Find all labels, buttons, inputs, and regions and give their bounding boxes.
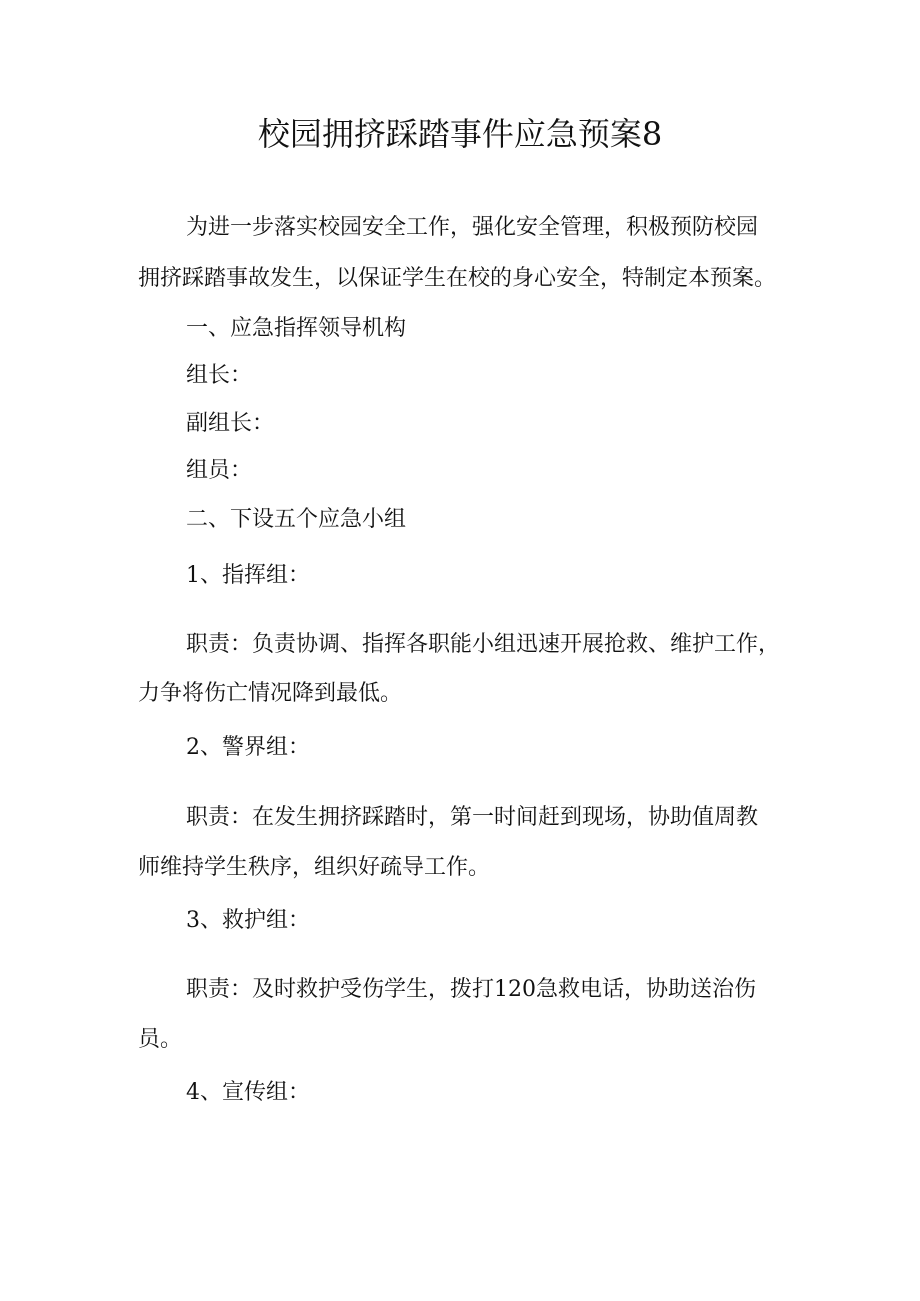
group-4-heading: 4、宣传组： (186, 1080, 310, 1105)
group-3-duty-line-1: 职责：及时救护受伤学生，拨打120急救电话，协助送治伤 (186, 977, 756, 1002)
document-title: 校园拥挤踩踏事件应急预案8 (257, 115, 663, 153)
leader-label: 组长： (186, 363, 253, 388)
section-heading-2: 二、下设五个应急小组 (186, 507, 407, 532)
intro-paragraph-line-2: 拥挤踩踏事故发生，以保证学生在校的身心安全，特制定本预案。 (138, 266, 777, 291)
group-1-duty-line-2: 力争将伤亡情况降到最低。 (138, 681, 403, 706)
intro-paragraph-line-1: 为进一步落实校园安全工作，强化安全管理，积极预防校园 (186, 215, 759, 240)
members-label: 组员： (186, 458, 253, 483)
deputy-leader-label: 副组长： (186, 411, 275, 436)
group-3-heading: 3、救护组： (186, 908, 310, 933)
group-1-duty-line-1: 职责：负责协调、指挥各职能小组迅速开展抢救、维护工作， (186, 632, 781, 657)
group-2-duty-line-2: 师维持学生秩序，组织好疏导工作。 (138, 855, 491, 880)
group-2-heading: 2、警界组： (186, 735, 310, 760)
section-heading-1: 一、应急指挥领导机构 (186, 316, 407, 341)
group-3-duty-line-2: 员。 (138, 1027, 183, 1052)
group-1-heading: 1、指挥组： (186, 563, 310, 588)
group-2-duty-line-1: 职责：在发生拥挤踩踏时，第一时间赶到现场，协助值周教 (186, 805, 759, 830)
